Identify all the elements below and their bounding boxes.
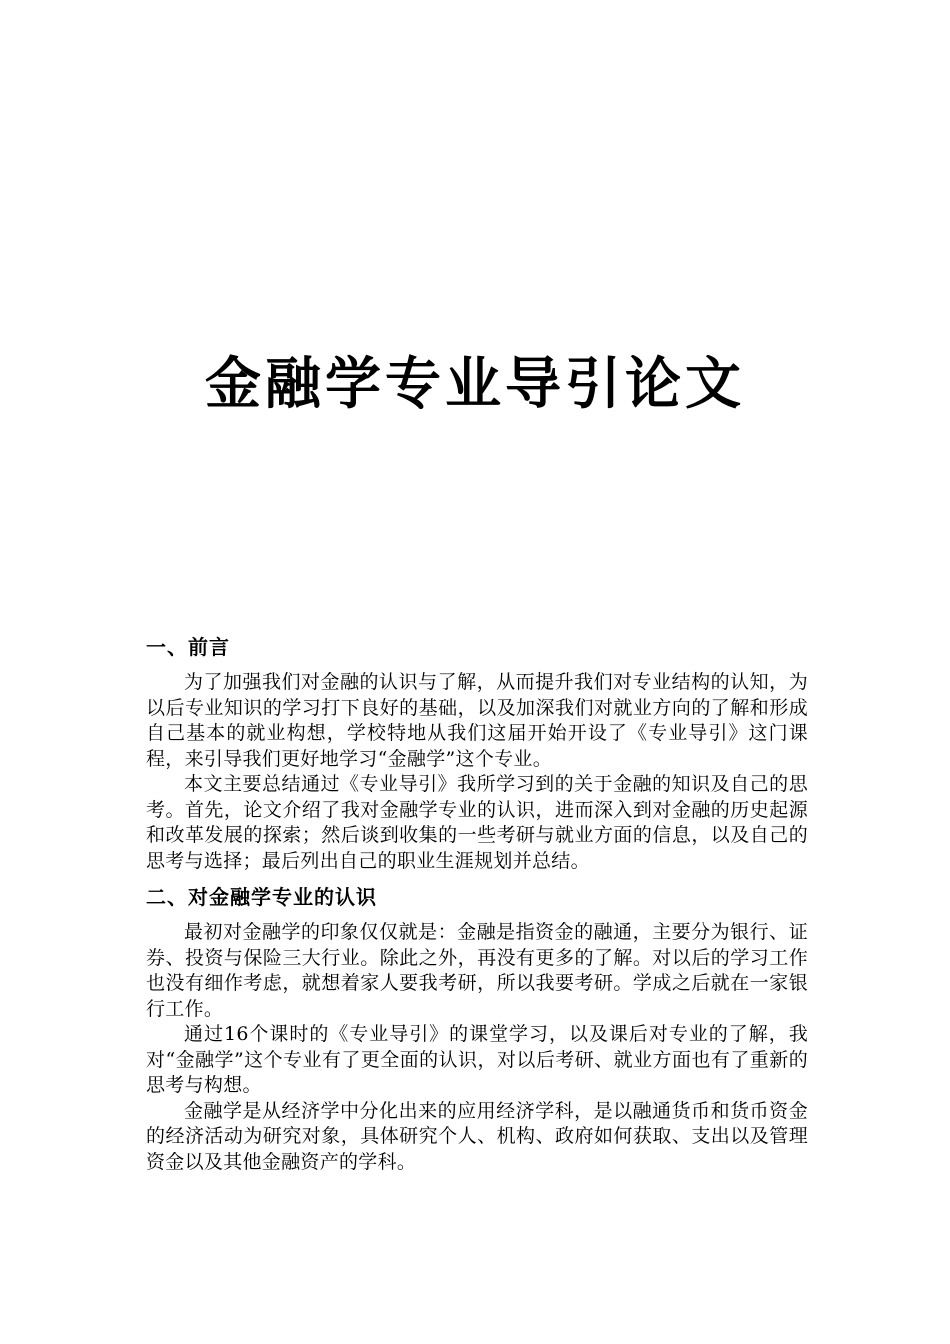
paragraph: 本文主要总结通过《专业导引》我所学习到的关于金融的知识及自己的思考。首先，论文介绍了我对金融学专业的认识，进而深入到对金融的历史起源和改革发展的探索；然后谈到收集的一些考研与就业方面的信息，以及自己的思考与选择；最后列出自己的职业生涯规划并总结。 [146,773,808,872]
section-heading-understanding: 二、对金融学专业的认识 [146,885,377,909]
paragraph: 最初对金融学的印象仅仅就是：金融是指资金的融通，主要分为银行、证券、投资与保险三大行业。除此之外，再没有更多的了解。对以后的学习工作也没有细作考虑，就想着家人要我考研，所以我要考研。学成之后就在一家银行工作。 [146,921,808,1020]
document-body [146,632,808,1175]
paragraph: 通过16个课时的《专业导引》的课堂学习，以及课后对专业的了解，我对“金融学”这个专业有了更全面的认识，对以后考研、就业方面也有了重新的思考与构想。 [146,1023,808,1096]
document-title: 金融学专业导引论文 [205,351,745,417]
paragraph: 金融学是从经济学中分化出来的应用经济学科，是以融通货币和货币资金的经济活动为研究对象，具体研究个人、机构、政府如何获取、支出以及管理资金以及其他金融资产的学科。 [146,1099,808,1173]
paragraph: 为了加强我们对金融的认识与了解，从而提升我们对专业结构的认知，为以后专业知识的学习打下良好的基础，以及加深我们对就业方向的了解和形成自己基本的就业构想，学校特地从我们这届开始开设了《专业导引》这门课程，来引导我们更好地学习“金融学”这个专业。 [146,671,808,770]
section-heading-preface: 一、前言 [146,635,230,659]
